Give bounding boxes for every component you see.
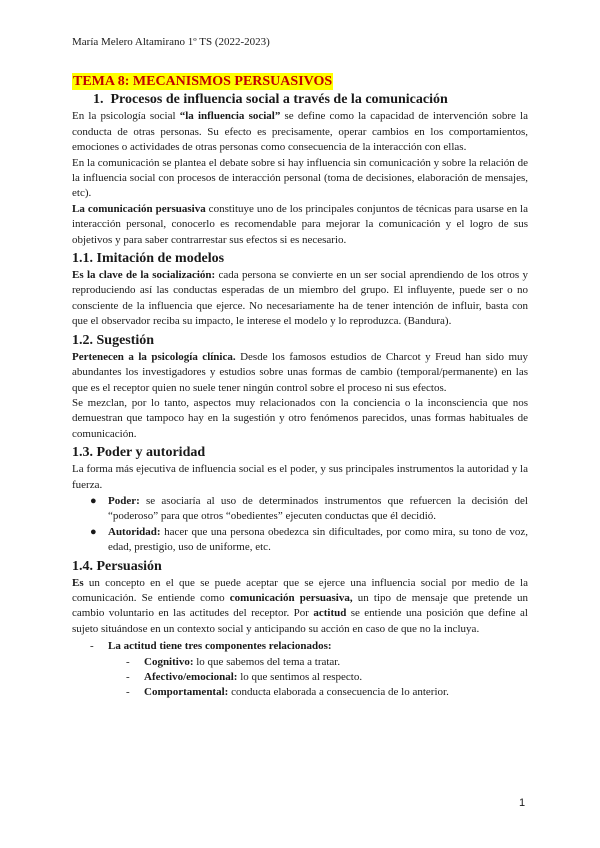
section-1-3-list (72, 494, 528, 556)
attitude-list-title (72, 639, 528, 654)
text-run: se asociaría al uso de determinados instrumentos que refuercen la decisión del “poderoso” para que otros “obedientes” ejecuten conductas que él decidió. (108, 494, 528, 523)
text-run: conducta elaborada a consecuencia de lo anterior. (228, 686, 449, 699)
title-line (72, 73, 528, 90)
section-1-1-paragraph (72, 268, 528, 330)
section-1-2-heading: 1.2. Sugestión (72, 332, 155, 348)
list-item (72, 494, 528, 525)
list-item (72, 525, 528, 556)
section-1-title: Procesos de influencia social a través de la comunicación (110, 92, 448, 108)
bold-term: Poder: (108, 494, 140, 507)
section-1-1-heading: 1.1. Imitación de modelos (72, 251, 225, 267)
section-1-2-paragraph-2: Se mezclan, por lo tanto, aspectos muy relacionados con la conciencia o la inconsciencia que nos demuestran que tampoco hay en la sugestión y otro fenómenos parecidos, unas formas habituales de comunicación. (72, 396, 528, 440)
text-run: un tipo de mensaje que pretende un cambio voluntario en las actitudes del receptor. Por (72, 591, 528, 620)
bold-term: comunicación persuasiva, (229, 591, 353, 604)
list-item (72, 670, 528, 685)
bold-term: Es (72, 576, 84, 589)
bold-term: Es la clave de la socialización: (72, 269, 216, 282)
section-1-4-heading: 1.4. Persuasión (72, 558, 162, 574)
bullet-icon: ● (90, 494, 97, 507)
section-1-3-heading: 1.3. Poder y autoridad (72, 445, 206, 461)
section-1-4-paragraph (72, 576, 528, 638)
dash-marker: - (126, 655, 130, 668)
bold-term: Autoridad: (108, 525, 161, 538)
text-run: un concepto en el que se puede aceptar que se ejerce una influencia social por medio de la comunicación. Se entiende como (72, 576, 528, 604)
page-number: 1 (519, 797, 526, 809)
text-run: Desde los famosos estudios de Charcot y Freud han sido muy abundantes los investigadores y estudios sobre unas formas de cambio (temporal/permanente) en las que es el receptor quien no suele tener ningún control sobre el proceso ni sus efectos. (72, 350, 529, 394)
list-item (72, 655, 528, 670)
bold-term: Pertenecen a la psicología clínica. (72, 350, 236, 363)
text-run: constituye uno de los principales conjuntos de técnicas para usarse en la interacción personal, conocerlo es recomendable para mejorar la comunicación y el logro de sus objetivos y para saber contrarrestar sus efectos si es necesario. (72, 202, 528, 246)
bold-term: actitud (313, 607, 347, 620)
text-run: En la psicología social (72, 110, 180, 123)
document-title: TEMA 8: MECANISMOS PERSUASIVOS (73, 74, 333, 89)
list-item (72, 685, 528, 700)
section-1-3-paragraph: La forma más ejecutiva de influencia social es el poder, y sus principales instrumentos la autoridad y la fuerza. (72, 463, 528, 491)
document-body (72, 73, 528, 701)
page-header: María Melero Altamirano 1º TS (2022-2023) (72, 36, 270, 48)
section-1-paragraph-1 (72, 109, 528, 155)
section-1-number: 1. (93, 92, 104, 108)
bold-term: La comunicación persuasiva (72, 202, 206, 215)
text-run: lo que sentimos al respecto. (237, 671, 363, 683)
section-1-paragraph-2: En la comunicación se plantea el debate sobre si hay influencia sin comunicación y sobre la relación de la influencia social con procesos de interacción personal (toma de decisiones, elaboración de mensajes, etc). (72, 156, 528, 200)
dash-marker: - (126, 671, 130, 683)
text-run: cada persona se convierte en un ser social aprendiendo de los otros y reproduciendo así las conductas esperadas de un miembro del grupo. El influyente, puede ser o no consciente de la influencia que ejerce. No necesariamente ha de tener intención de influir, basta con que el observador reciba su impacto, le interese el modelo y lo reproduzca. (Bandura). (72, 269, 528, 328)
bold-term: “la influencia social” (179, 110, 281, 123)
section-1-2-paragraph-1 (72, 350, 528, 396)
section-1-heading (93, 91, 528, 108)
text-run: lo que sabemos del tema a tratar. (193, 655, 341, 668)
bullet-icon: ● (90, 525, 97, 538)
text-run: hacer que una persona obedezca sin dificultades, por como mira, su tono de voz, edad, prestigio, uso de uniforme, etc. (108, 525, 528, 554)
bold-term: Comportamental: (144, 686, 229, 699)
bold-term: La actitud tiene tres componentes relacionados: (108, 640, 332, 653)
section-1-paragraph-3 (72, 202, 528, 248)
bold-term: Afectivo/emocional: (144, 671, 238, 683)
text-run: se define como la capacidad de intervención sobre la conducta de otras personas. Su efecto es precisamente, operar cambios en los comportamientos, emociones o actividades de otras personas como consecuencia de la interacción con ellas. (72, 110, 528, 154)
bold-term: Cognitivo: (144, 655, 194, 668)
dash-marker: - (90, 640, 94, 653)
text-run: se entiende una posición que define al sujeto situándose en un contexto social y anticipando su acción en caso de que no la incluya. (72, 607, 528, 635)
dash-marker: - (126, 686, 130, 699)
